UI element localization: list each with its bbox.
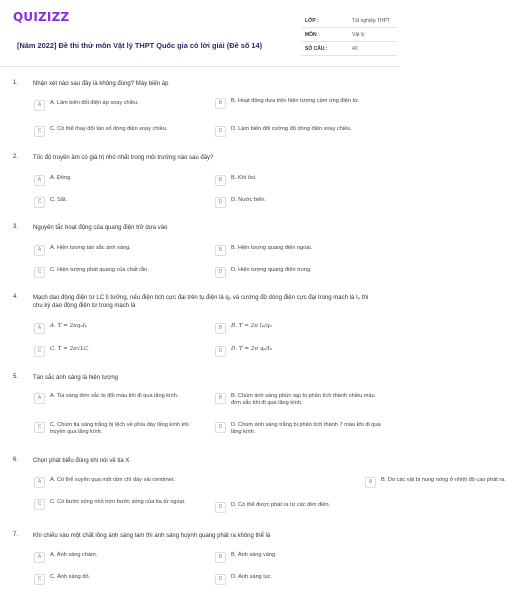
question-7 [13, 532, 387, 596]
option-letter: A [34, 477, 45, 488]
option-text: B. Hoạt động dựa trên hiện tượng cảm ứng điện từ. [231, 98, 360, 104]
option-letter: D [215, 502, 226, 513]
header-divider [0, 66, 400, 67]
option-letter: D [215, 422, 226, 433]
option-text: D. Có thể được phát ra từ các đèn điện. [231, 502, 331, 508]
question-1 [13, 80, 387, 144]
option-text: C. Có bước sóng nhỏ hơn bước sóng của tia tử ngoại. [50, 499, 186, 505]
option-d[interactable] [215, 422, 381, 436]
option-letter: C [34, 197, 45, 208]
option-a[interactable] [34, 100, 200, 111]
option-text: D. Làm biến đổi cường độ dòng điện xoay chiều. [231, 126, 352, 132]
question-text: Nhận xét nào sau đây là không đúng? Máy biến áp [33, 81, 169, 87]
question-number: 4. [13, 294, 19, 300]
option-b[interactable] [215, 175, 381, 186]
option-text: A. T = 2πq₀I₀ [50, 323, 88, 329]
option-letter: B [215, 245, 226, 256]
option-text: C. T = 2π√LC [50, 346, 89, 352]
option-text: D. Chùm ánh sáng trắng bị phân tích thành 7 màu khi đi qua lăng kính. [231, 422, 381, 436]
option-letter: B [215, 552, 226, 563]
meta-key: MÔN : [305, 32, 320, 38]
question-text: Mạch dao động điện từ LC lí tưởng, nếu điện tích cực đại trên tụ điện là q₀ và cường độ dòng điện cực đại trong mạch là I₀ thì chu kỳ dao động điện từ trong mạch là [33, 295, 369, 309]
question-text: Chọn phát biểu đúng khi nói về tia X [33, 458, 130, 464]
option-text: C. Có thể thay đổi tần số dòng điện xoay chiều. [50, 126, 168, 132]
meta-row-class [301, 14, 397, 28]
option-letter: A [34, 323, 45, 334]
question-5 [13, 374, 387, 450]
option-letter: C [34, 346, 45, 357]
option-d[interactable] [215, 126, 381, 137]
option-d[interactable] [215, 574, 381, 585]
option-text: A. Đồng. [50, 175, 72, 181]
quizizz-logo: QUIZIZZ [13, 10, 70, 24]
option-letter: A [34, 393, 45, 404]
question-text: Tốc độ truyền âm có giá trị nhỏ nhất trong môi trường nào sau đây? [33, 155, 214, 161]
option-letter: B [215, 175, 226, 186]
option-text: A. Làm biến đổi điện áp xoay chiều. [50, 100, 139, 106]
option-letter: C [34, 574, 45, 585]
option-b[interactable] [215, 245, 381, 256]
option-b[interactable] [215, 323, 381, 334]
meta-key: SỐ CÂU : [305, 46, 328, 52]
option-letter: C [34, 422, 45, 433]
option-text: B. Ánh sáng vàng. [231, 552, 277, 558]
option-text: D. Ánh sáng lục. [231, 574, 273, 580]
question-6 [13, 457, 506, 523]
question-4 [13, 294, 387, 364]
option-letter: C [34, 499, 45, 510]
option-letter: D [215, 574, 226, 585]
option-text: C. Chùm tia sáng trắng bị lệch về phía đáy lăng kính khi truyền qua lăng kính. [50, 422, 189, 436]
option-c[interactable] [34, 346, 200, 357]
option-text: A. Có thể xuyên qua một tấm chì dày vài centimet. [50, 477, 175, 483]
option-letter: A [34, 175, 45, 186]
quiz-title: [Năm 2022] Đề thi thử môn Vật lý THPT Quốc gia có lời giải (Đề số 14) [17, 41, 263, 50]
option-text: B. Chùm ánh sáng phức tạp bị phân tích thành nhiều màu đơn sắc khi đi qua lăng kính. [231, 393, 375, 407]
option-text: B. Hiện tượng quang điện ngoài. [231, 245, 313, 251]
option-letter: B [365, 477, 376, 488]
option-letter: D [215, 126, 226, 137]
option-a[interactable] [34, 323, 200, 334]
option-a[interactable] [34, 393, 200, 404]
option-letter: B [215, 323, 226, 334]
option-text: B. Khí ôxi. [231, 175, 257, 181]
option-text: C. Sắt. [50, 197, 68, 203]
option-d[interactable] [215, 267, 381, 278]
question-number: 6. [13, 457, 19, 463]
option-a[interactable] [34, 175, 200, 186]
option-c[interactable] [34, 267, 200, 278]
option-letter: D [215, 346, 226, 357]
question-number: 7. [13, 532, 19, 538]
meta-value: Tốt nghiệp THPT [352, 18, 390, 24]
option-b[interactable] [215, 552, 381, 563]
question-text: Tán sắc ánh sáng là hiện tượng [33, 375, 119, 381]
option-letter: C [34, 267, 45, 278]
question-3 [13, 224, 387, 284]
option-c[interactable] [34, 126, 200, 137]
question-number: 3. [13, 224, 19, 230]
option-letter: A [34, 245, 45, 256]
option-letter: D [215, 267, 226, 278]
question-text: Khi chiếu vào một chất lỏng ánh sáng lam thì ánh sáng huỳnh quang phát ra không thể là [33, 533, 271, 539]
meta-value: 40 [352, 46, 358, 52]
option-letter: D [215, 197, 226, 208]
option-letter: A [34, 552, 45, 563]
option-a[interactable] [34, 245, 200, 256]
meta-row-subject [301, 28, 397, 42]
option-letter: B [215, 393, 226, 404]
option-b[interactable] [215, 477, 531, 488]
meta-table [301, 14, 397, 56]
option-letter: A [34, 100, 45, 111]
option-c[interactable] [34, 574, 200, 585]
question-2 [13, 154, 387, 214]
option-letter: C [34, 126, 45, 137]
meta-value: Vật lý [352, 32, 365, 38]
question-text: Nguyên tắc hoạt động của quang điện trở dựa vào [33, 225, 168, 231]
option-text: C. Ánh sáng đỏ. [50, 574, 91, 580]
option-text: A. Hiện tượng tán sắc ánh sáng. [50, 245, 131, 251]
option-c[interactable] [34, 422, 200, 436]
option-b[interactable] [215, 98, 381, 109]
option-d[interactable] [215, 197, 381, 208]
option-c[interactable] [34, 197, 200, 208]
option-d[interactable] [215, 346, 381, 357]
option-b[interactable] [215, 393, 381, 407]
option-letter: B [215, 98, 226, 109]
option-text: D. T = 2π q₀/I₀ [231, 346, 272, 352]
option-a[interactable] [34, 552, 200, 563]
option-text: B. Do các vật bị nung nóng ở nhiệt độ cao phát ra. [381, 477, 506, 483]
option-text: D. Hiện tượng quang điện trong. [231, 267, 312, 273]
option-text: D. Nước biển. [231, 197, 267, 203]
question-number: 1. [13, 80, 19, 86]
question-number: 2. [13, 154, 19, 160]
option-text: B. T = 2π I₀/q₀ [231, 323, 272, 329]
meta-row-question-count [301, 42, 397, 56]
option-text: C. Hiện tượng phát quang của chất rắn. [50, 267, 149, 273]
option-text: A. Ánh sáng chàm. [50, 552, 98, 558]
question-number: 5. [13, 374, 19, 380]
option-c[interactable] [34, 499, 200, 510]
option-text: A. Tia sáng đơn sắc bị đổi màu khi đi qua lăng kính. [50, 393, 179, 399]
option-d[interactable] [215, 502, 381, 513]
meta-key: LỚP : [305, 18, 319, 24]
worksheet-header [13, 10, 390, 70]
option-a[interactable] [34, 477, 200, 488]
